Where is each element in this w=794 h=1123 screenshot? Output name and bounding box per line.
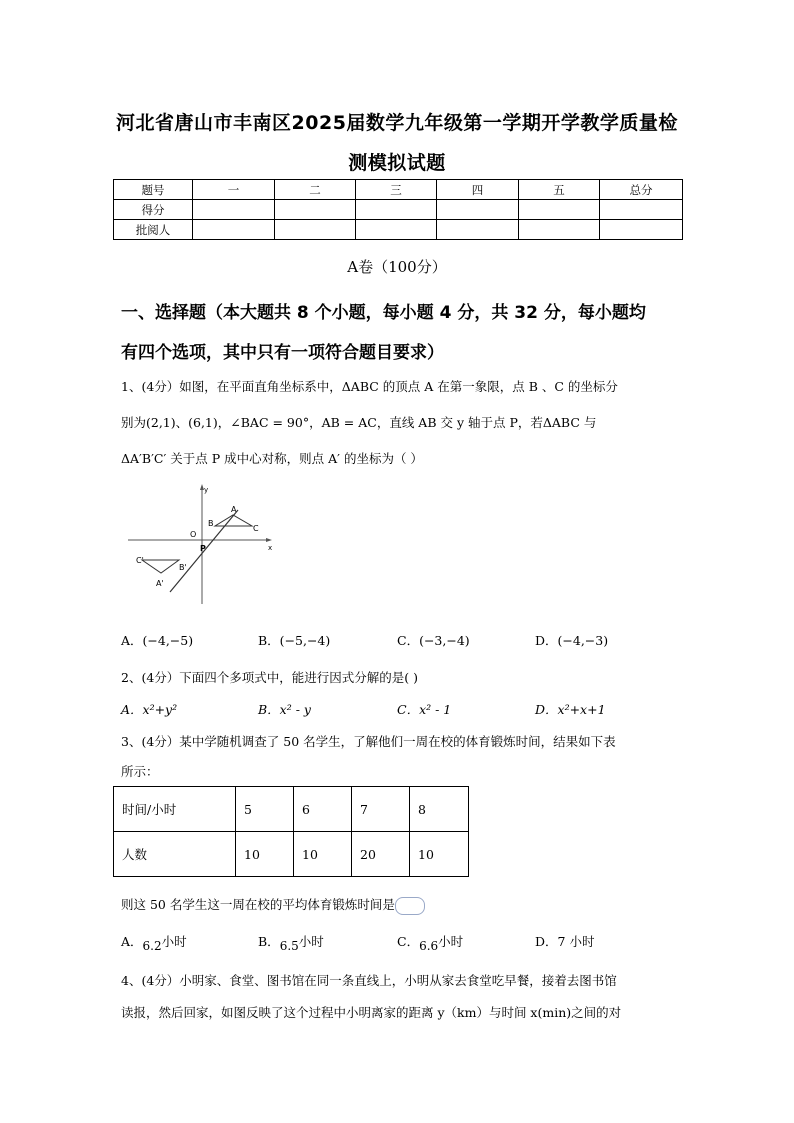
q2-stem: 2、(4分）下面四个多项式中，能进行因式分解的是( ) — [121, 670, 419, 685]
table-cell: 8 — [410, 787, 469, 832]
score-header-cell: 四 — [437, 180, 519, 200]
q3-question-text: 则这 50 名学生这一周在校的平均体育锻炼时间是 — [121, 897, 395, 912]
q3-option-b-unit: 小时 — [298, 934, 324, 949]
section1-heading-line1: 一、选择题（本大题共 8 个小题，每小题 4 分，共 32 分，每小题均 — [121, 303, 646, 323]
exam-title-line1: 河北省唐山市丰南区2025届数学九年级第一学期开学教学质量检 — [116, 112, 678, 134]
q3-stem-line1: 3、(4分）某中学随机调查了 50 名学生，了解他们一周在校的体育锻炼时间，结果如下表 — [121, 734, 616, 749]
q3-option-c-unit: 小时 — [438, 934, 464, 949]
table-cell: 10 — [410, 832, 469, 877]
q4-stem-line1: 4、(4分）小明家、食堂、图书馆在同一条直线上，小明从家去食堂吃早餐，接着去图书馆 — [121, 973, 617, 988]
grader-cell[interactable] — [356, 220, 437, 240]
grader-row — [114, 220, 683, 240]
score-cell[interactable] — [356, 200, 437, 220]
label-c: C — [253, 524, 259, 533]
score-header-cell: 三 — [356, 180, 437, 200]
table-cell: 5 — [236, 787, 294, 832]
score-cell[interactable] — [275, 200, 356, 220]
triangle-a2b2c2 — [142, 560, 179, 573]
table-cell: 10 — [236, 832, 294, 877]
grader-row-label: 批阅人 — [114, 220, 193, 240]
triangle-abc — [215, 515, 252, 526]
q2-option-c[interactable]: C．x² - 1 — [397, 702, 452, 717]
score-cell[interactable] — [193, 200, 275, 220]
q3-option-a[interactable] — [121, 932, 187, 953]
label-y: y — [204, 486, 209, 494]
grader-cell[interactable] — [193, 220, 275, 240]
score-row — [114, 200, 683, 220]
q1-coordinate-figure — [120, 480, 280, 608]
table-row — [114, 787, 469, 832]
score-table — [113, 179, 683, 240]
section1-heading-line2: 有四个选项，其中只有一项符合题目要求） — [121, 343, 444, 363]
label-b-prime: B' — [179, 563, 187, 572]
exam-title-line2: 测模拟试题 — [348, 152, 446, 174]
q3-question-line — [121, 895, 425, 915]
section-a-heading: A卷（100分） — [347, 258, 447, 276]
q1-stem-line2: 别为(2,1)、(6,1)，∠BAC = 90°，AB = AC，直线 AB 交 y 轴于点 P，若ΔABC 与 — [121, 415, 597, 430]
label-a: A — [231, 505, 237, 514]
table-cell: 时间/小时 — [114, 787, 236, 832]
grader-cell[interactable] — [275, 220, 356, 240]
q1-option-b[interactable]: B．(−5,−4) — [258, 633, 331, 648]
q2-option-d[interactable]: D．x²+x+1 — [535, 702, 606, 717]
score-cell[interactable] — [437, 200, 519, 220]
q1-option-a[interactable]: A．(−4,−5) — [121, 633, 194, 648]
table-cell: 10 — [294, 832, 352, 877]
table-cell: 7 — [352, 787, 410, 832]
table-cell: 6 — [294, 787, 352, 832]
score-header-cell: 总分 — [600, 180, 683, 200]
q3-option-b-prefix: B． — [258, 934, 280, 949]
score-row-label: 得分 — [114, 200, 193, 220]
x-axis-arrow — [266, 538, 272, 542]
label-c-prime: C' — [136, 556, 144, 565]
score-cell[interactable] — [600, 200, 683, 220]
table-cell: 20 — [352, 832, 410, 877]
score-header-cell: 五 — [519, 180, 600, 200]
grader-cell[interactable] — [519, 220, 600, 240]
q1-option-d[interactable]: D．(−4,−3) — [535, 633, 609, 648]
table-cell: 人数 — [114, 832, 236, 877]
label-p: P — [200, 544, 206, 553]
score-cell[interactable] — [519, 200, 600, 220]
q3-option-c-value: 6.6 — [419, 939, 439, 953]
q3-option-d[interactable]: D．7 小时 — [535, 934, 595, 949]
table-row — [114, 832, 469, 877]
score-header-cell: 二 — [275, 180, 356, 200]
label-o: O — [190, 530, 197, 539]
answer-blank[interactable] — [395, 897, 425, 915]
score-header-cell: 一 — [193, 180, 275, 200]
label-x: x — [268, 544, 273, 552]
q1-stem-line3: ΔA′B′C′ 关于点 P 成中心对称，则点 A′ 的坐标为（ ） — [121, 451, 423, 466]
q4-stem-line2: 读报，然后回家，如图反映了这个过程中小明离家的距离 y（km）与时间 x(min)之间的对 — [121, 1005, 622, 1020]
q2-option-a[interactable]: A．x²+y² — [121, 702, 178, 717]
q1-stem-line1: 1、(4分）如图，在平面直角坐标系中，ΔABC 的顶点 A 在第一象限，点 B 、C 的坐标分 — [121, 379, 618, 394]
q3-stem-line2: 所示： — [121, 764, 159, 779]
q3-option-a-unit: 小时 — [161, 934, 187, 949]
q3-data-table — [113, 786, 469, 877]
label-a-prime: A' — [156, 579, 164, 588]
q3-option-b[interactable] — [258, 932, 324, 953]
q3-option-a-value: 6.2 — [142, 939, 162, 953]
label-b: B — [208, 519, 214, 528]
q3-option-b-value: 6.5 — [279, 939, 299, 953]
score-header-cell: 题号 — [114, 180, 193, 200]
q1-option-c[interactable]: C．(−3,−4) — [397, 633, 470, 648]
grader-cell[interactable] — [437, 220, 519, 240]
q3-option-c-prefix: C． — [397, 934, 420, 949]
q2-option-b[interactable]: B．x² - y — [258, 702, 311, 717]
score-header-row — [114, 180, 683, 200]
grader-cell[interactable] — [600, 220, 683, 240]
q3-option-a-prefix: A． — [121, 934, 143, 949]
q3-option-c[interactable] — [397, 932, 464, 953]
